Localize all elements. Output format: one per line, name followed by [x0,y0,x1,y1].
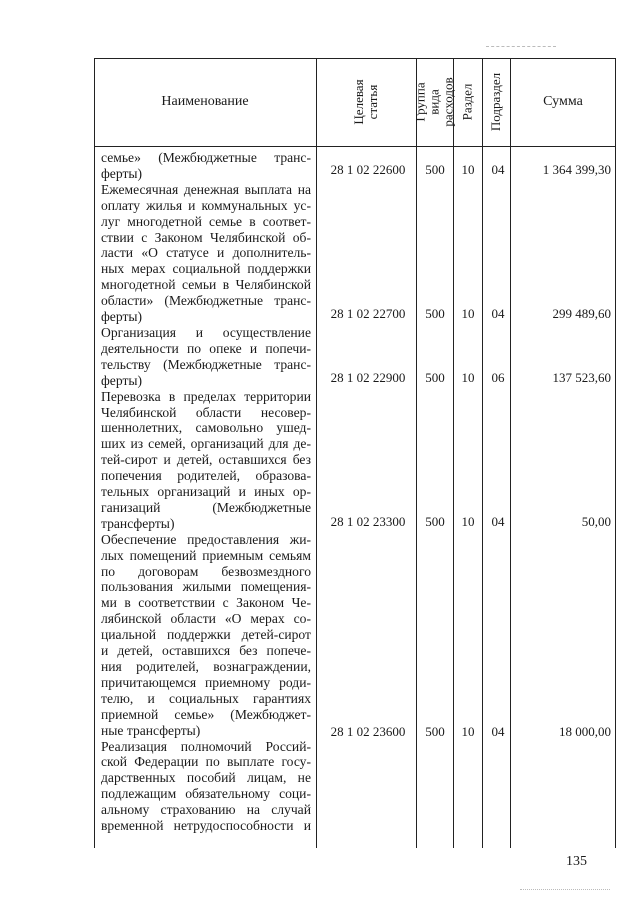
header-group [412,58,456,146]
row-subsection: 04 [491,306,505,321]
description-line: ской Федерации по выплате госу- [101,754,311,770]
row-sum: 18 000,00 [559,724,611,739]
description-line: тельству (Межбюджетные транс- [101,356,311,372]
col-border [482,58,483,848]
row-subsection: 04 [491,162,505,177]
description-line: и детей, оставшихся без попече- [101,643,311,659]
row-code: 28 1 02 23300 [330,514,406,529]
description-line: ших из семей, организаций для де- [101,436,311,452]
description-line: Обеспечение предоставления жи- [101,531,311,547]
col-border [615,58,616,848]
description-line: Перевозка в пределах территории [101,388,311,404]
row-sum: 137 523,60 [552,370,611,385]
row-code: 28 1 02 22600 [330,162,406,177]
header-name: Наименование [161,94,249,109]
row-section: 10 [461,724,475,739]
header-code [316,58,416,146]
description-line: ные трансферты) [101,722,201,738]
page-number: 135 [566,854,587,869]
description-line: попечения родителей, образова- [101,468,311,484]
description-line: ния родителей, вознаграждении, [101,659,311,674]
row-group: 500 [425,306,445,321]
description-line: Ежемесячная денежная выплата на [101,181,311,197]
description-line: Организация и осуществление [101,324,311,340]
header-subsection [482,58,510,146]
row-subsection: 04 [491,514,505,529]
row-sum: 50,00 [581,514,611,529]
header-subsection-text: Подраздел [488,72,504,132]
description-line: дарственных пособий лицам, не [101,770,311,786]
header-group-text: Группа вида расходов [412,77,456,127]
description-line: лых помещений приемным семьям [101,547,311,563]
description-line: многодетной семьи в Челябинской [101,277,311,293]
description-line: Челябинской области несовер- [101,404,311,420]
row-code: 28 1 02 22700 [330,306,406,321]
description-line: Реализация полномочий Россий- [101,738,311,754]
header-sum: Сумма [543,94,583,109]
scan-mark [486,46,556,48]
description-line: ствии с Законом Челябинской об- [101,229,311,245]
row-code: 28 1 02 23600 [330,724,406,739]
description-line: подлежащим обязательному соци- [101,786,311,802]
header-section-text: Раздел [459,83,475,121]
description-line: области» (Межбюджетные транс- [101,293,311,309]
description-line: лябинской области «О мерах со- [101,611,311,627]
description-line: тей-сирот и детей, оставшихся без [101,452,311,468]
description-line: тельных организаций и иных ор- [101,484,311,500]
description-line: пользования жилыми помещения- [101,579,311,595]
row-section: 10 [461,514,475,529]
row-sum: 299 489,60 [552,306,611,321]
description-line: временной нетрудоспособности и [101,818,311,834]
description-line: телю, и социальных гарантиях [101,690,311,706]
col-border [316,58,317,848]
description-line: альному страхованию на случай [101,802,311,818]
header-code-text: Целевая статья [351,79,380,125]
row-section: 10 [461,370,475,385]
description-line: циальной поддержки детей-сирот [101,627,311,643]
scan-mark [520,889,610,891]
description-line: деятельности по опеке и попечи- [101,340,311,356]
description-line: шеннолетних, самовольно ушед- [101,420,311,436]
description-column [101,150,311,834]
row-subsection: 04 [491,724,505,739]
description-line: ных мерах социальной поддержки [101,261,311,277]
row-group: 500 [425,162,445,177]
description-line: по договорам безвозмездного [101,563,311,579]
description-line: ферты) [101,165,143,181]
row-sum: 1 364 399,30 [542,162,611,177]
description-line: луг многодетной семье в соответ- [101,213,311,229]
description-line: семье» (Межбюджетные транс- [101,150,311,165]
header-section [453,58,482,146]
row-section: 10 [461,162,475,177]
header-bottom-border [94,146,616,147]
description-line: ми в соответствии с Законом Че- [101,595,311,611]
description-line: приемной семье» (Межбюджет- [101,706,311,722]
description-line: оплату жилья и коммунальных ус- [101,197,311,213]
row-group: 500 [425,514,445,529]
row-group: 500 [425,724,445,739]
description-line: причитающемся приемному роди- [101,674,311,690]
row-subsection: 06 [491,370,505,385]
description-line: ферты) [101,372,143,388]
description-line: ганизаций (Межбюджетные [101,499,311,515]
col-border [94,58,95,848]
description-line: трансферты) [101,515,175,531]
row-code: 28 1 02 22900 [330,370,406,385]
description-line: ласти «О статусе и дополнитель- [101,245,311,261]
row-section: 10 [461,306,475,321]
description-line: ферты) [101,309,143,325]
row-group: 500 [425,370,445,385]
